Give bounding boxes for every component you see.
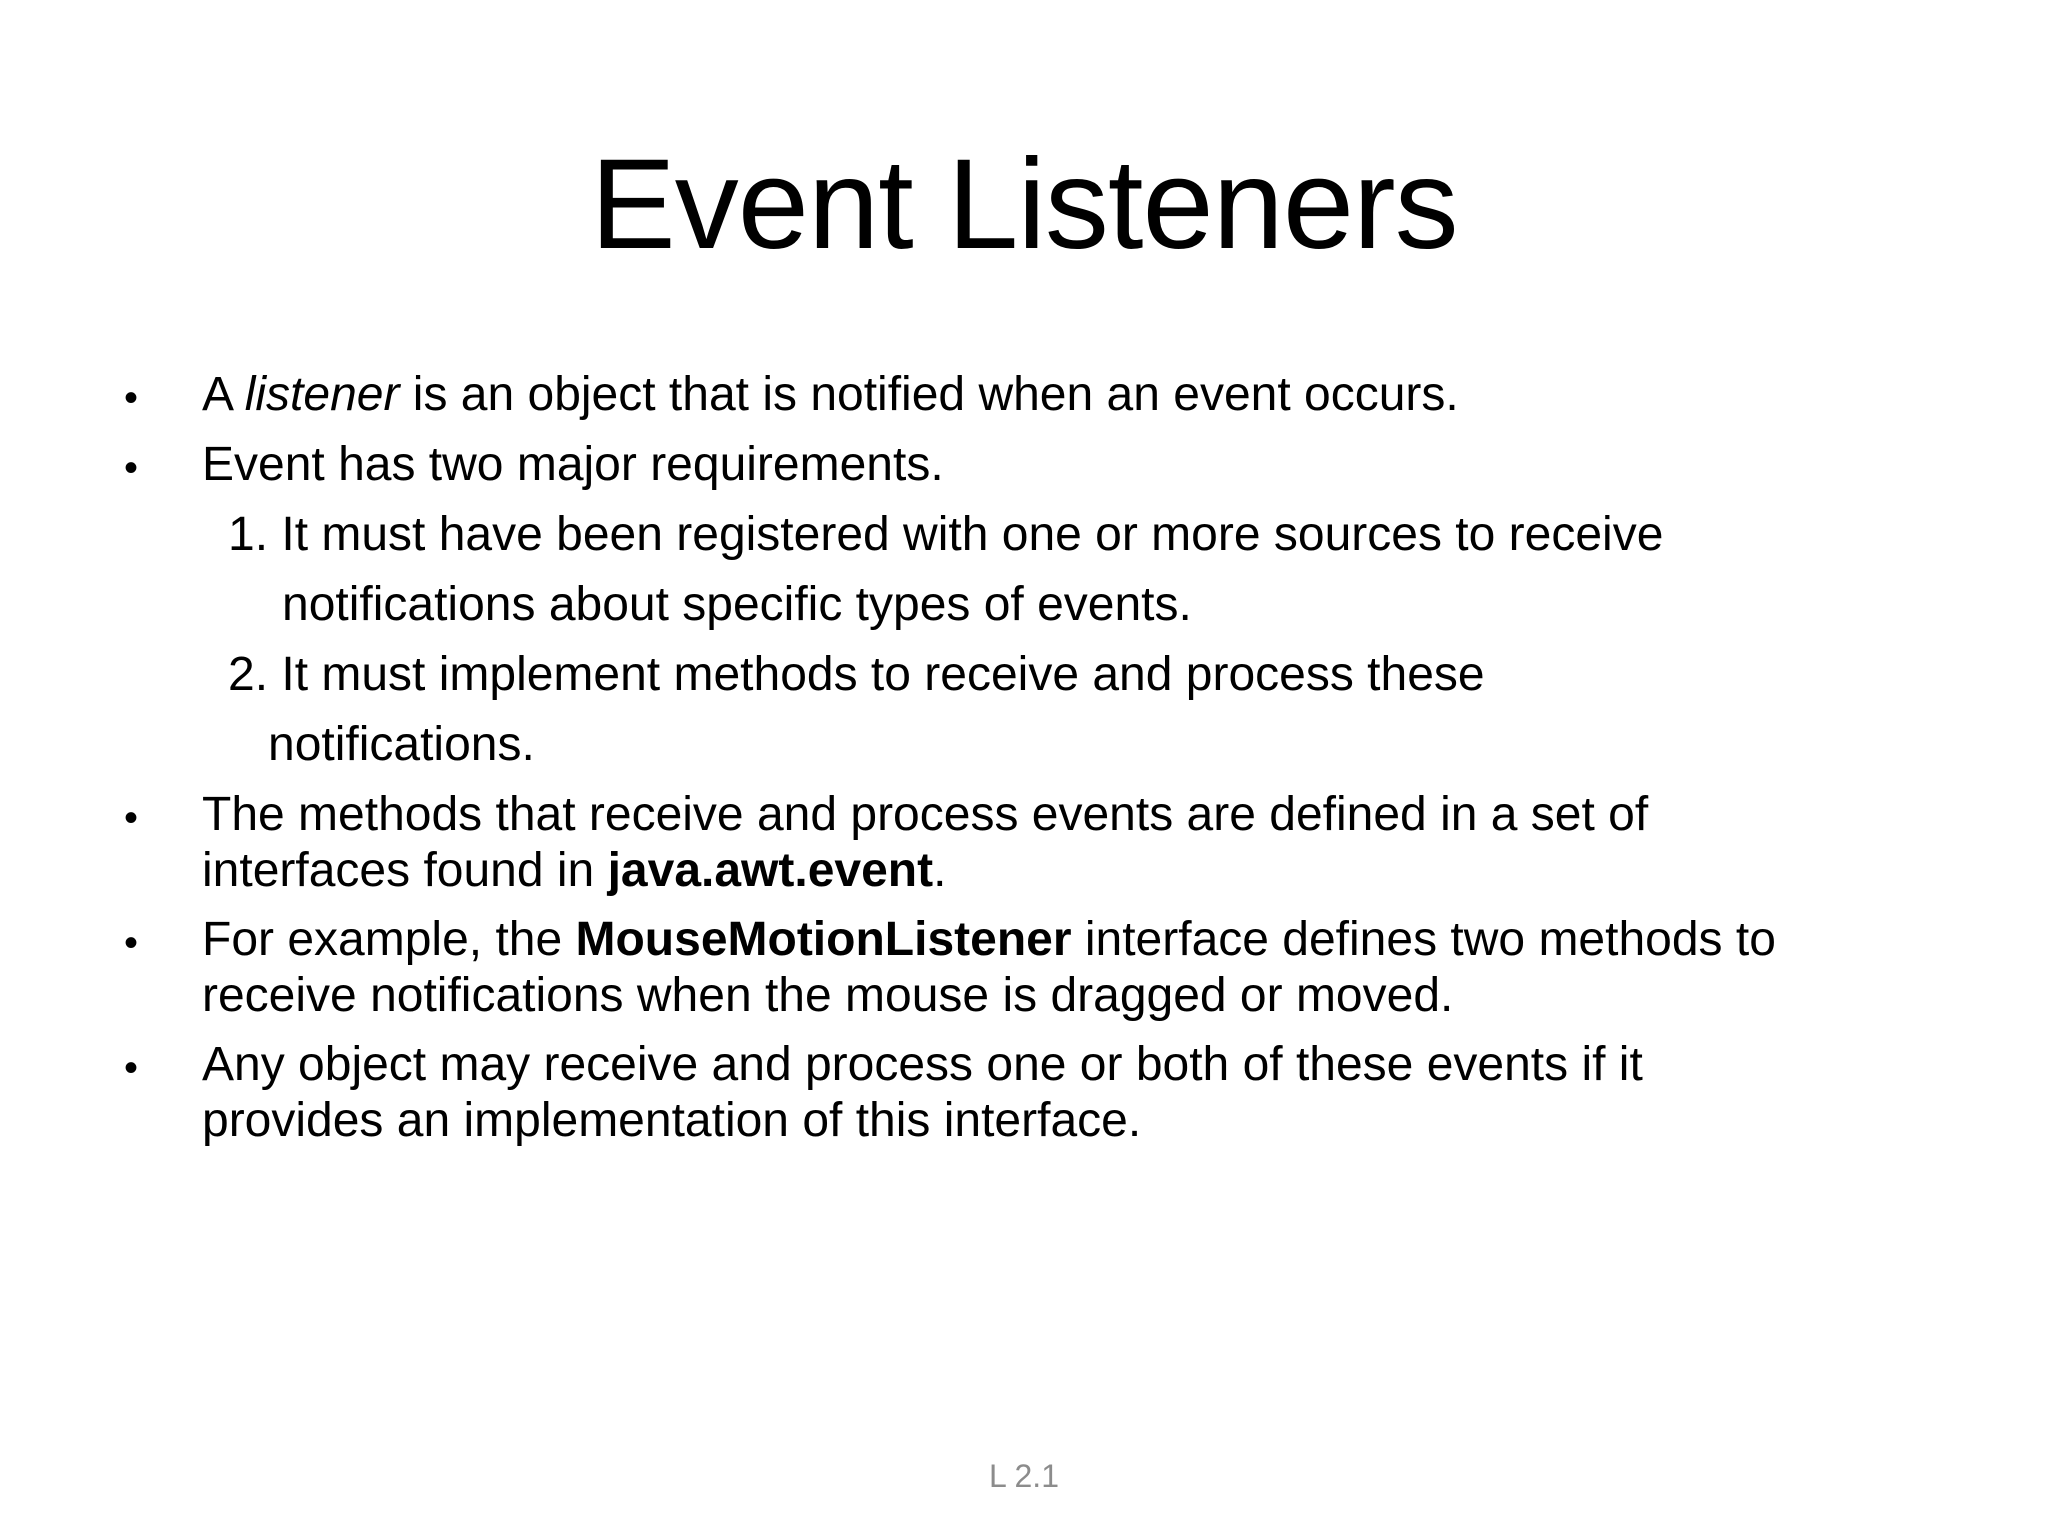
requirement-2-line-1: 2. It must implement methods to receive and process these [228,648,1485,701]
bullet-icon: • [124,796,139,840]
slide-title: Event Listeners [590,133,1458,276]
emphasis-listener: listener [244,368,400,421]
bullet-5-line-2: provides an implementation of this interface. [202,1094,1142,1147]
bullet-4-line-2: receive notifications when the mouse is dragged or moved. [202,969,1454,1022]
bullet-icon: • [124,376,139,420]
bullet-4-line-1: For example, the MouseMotionListener interface defines two methods to [202,913,1776,966]
requirement-2-line-2: notifications. [268,718,535,771]
package-name: java.awt.event [607,844,934,897]
bullet-2-text: Event has two major requirements. [202,438,944,491]
bullet-3-line-1: The methods that receive and process events are defined in a set of [202,788,1649,841]
bullet-5-line-1: Any object may receive and process one or both of these events if it [202,1038,1643,1091]
bullet-icon: • [124,1046,139,1090]
bullet-icon: • [124,446,139,490]
interface-name: MouseMotionListener [575,913,1072,966]
bullet-1-text: A listener is an object that is notified when an event occurs. [202,368,1459,421]
requirement-1-line-1: 1. It must have been registered with one or more sources to receive [228,508,1664,561]
slide-number: L 2.1 [989,1458,1059,1494]
bullet-3-line-2: interfaces found in java.awt.event. [202,844,947,897]
requirement-1-line-2: notifications about specific types of events. [282,578,1192,631]
bullet-icon: • [124,921,139,965]
